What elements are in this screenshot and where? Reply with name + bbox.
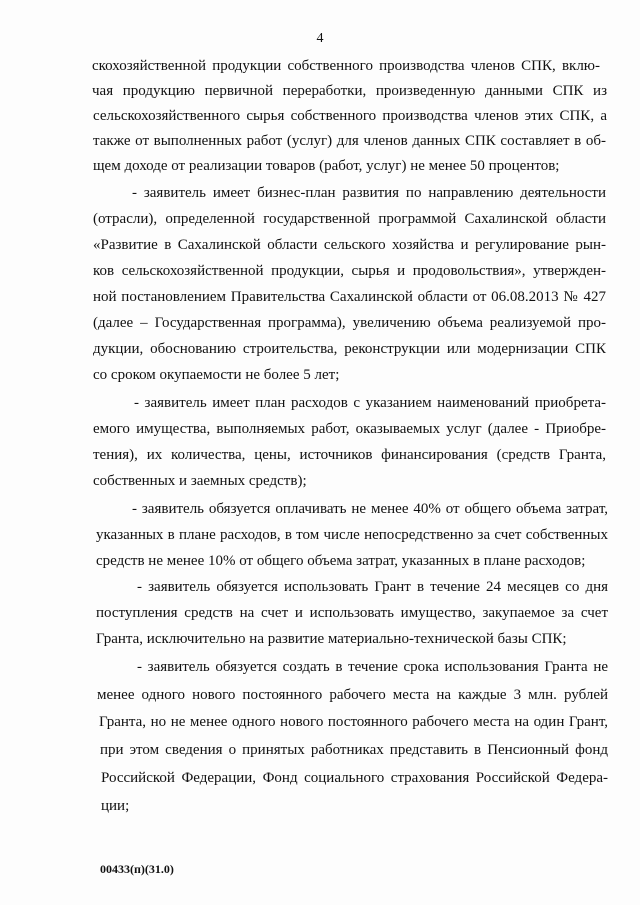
text-line: менее одного нового постоянного рабочего места на каждые 3 млн. рублей [97,687,608,703]
text-line: средств не менее 10% от общего объема затрат, указанных в плане расходов; [96,553,586,569]
text-line: скохозяйственной продукции собственного производства членов СПК, вклю- [92,58,600,74]
text-line: - заявитель имеет бизнес-план развития по направлению деятельности [132,185,606,201]
text-line: дукции, обоснованию строительства, реконструкции или модернизации СПК [93,341,606,357]
text-line: щем доходе от реализации товаров (работ, услуг) не менее 50 процентов; [93,158,560,174]
text-line: поступления средств на счет и использовать имущество, закупаемое за счет [96,605,608,621]
text-line: (далее – Государственная программа), увеличению объема реализуемой про- [93,315,606,331]
text-line: «Развитие в Сахалинской области сельского хозяйства и регулирование рын- [93,237,606,253]
text-line: - заявитель имеет план расходов с указанием наименований приобрета- [134,395,606,411]
text-line: чая продукцию первичной переработки, произведенную данными СПК из [92,83,607,99]
text-line: сельскохозяйственного сырья собственного производства членов этих СПК, а [93,108,607,124]
text-line: собственных и заемных средств); [93,473,307,489]
text-line: - заявитель обязуется использовать Грант в течение 24 месяцев со дня [137,579,608,595]
text-line: Гранта, исключительно на развитие материально-технической базы СПК; [96,631,567,647]
text-line: (отрасли), определенной государственной программой Сахалинской области [93,211,606,227]
text-line: тения), их количества, цены, источников финансирования (средств Гранта, [93,447,606,463]
text-line: при этом сведения о принятых работниках представить в Пенсионный фонд [100,742,608,758]
text-line: Гранта, но не менее одного нового постоянного рабочего места на один Грант, [99,714,608,730]
text-line: ной постановлением Правительства Сахалинской области от 06.08.2013 № 427 [93,289,606,305]
text-line: указанных в плане расходов, в том числе непосредственно за счет собственных [96,527,608,543]
text-line: Российской Федерации, Фонд социального страхования Российской Федера- [101,770,608,786]
document-code: 00433(п)(31.0) [100,862,174,876]
text-line: ков сельскохозяйственной продукции, сырья и продовольствия», утвержден- [93,263,606,279]
text-line: - заявитель обязуется оплачивать не менее 40% от общего объема затрат, [132,501,608,517]
text-line: со сроком окупаемости не более 5 лет; [93,367,340,383]
text-line: также от выполненных работ (услуг) для членов данных СПК составляет в об- [93,133,606,149]
text-line: ции; [101,798,130,814]
text-line: емого имущества, выполняемых работ, оказываемых услуг (далее - Приобре- [93,421,606,437]
text-line: - заявитель обязуется создать в течение срока использования Гранта не [137,659,608,675]
page-number: 4 [316,31,324,46]
